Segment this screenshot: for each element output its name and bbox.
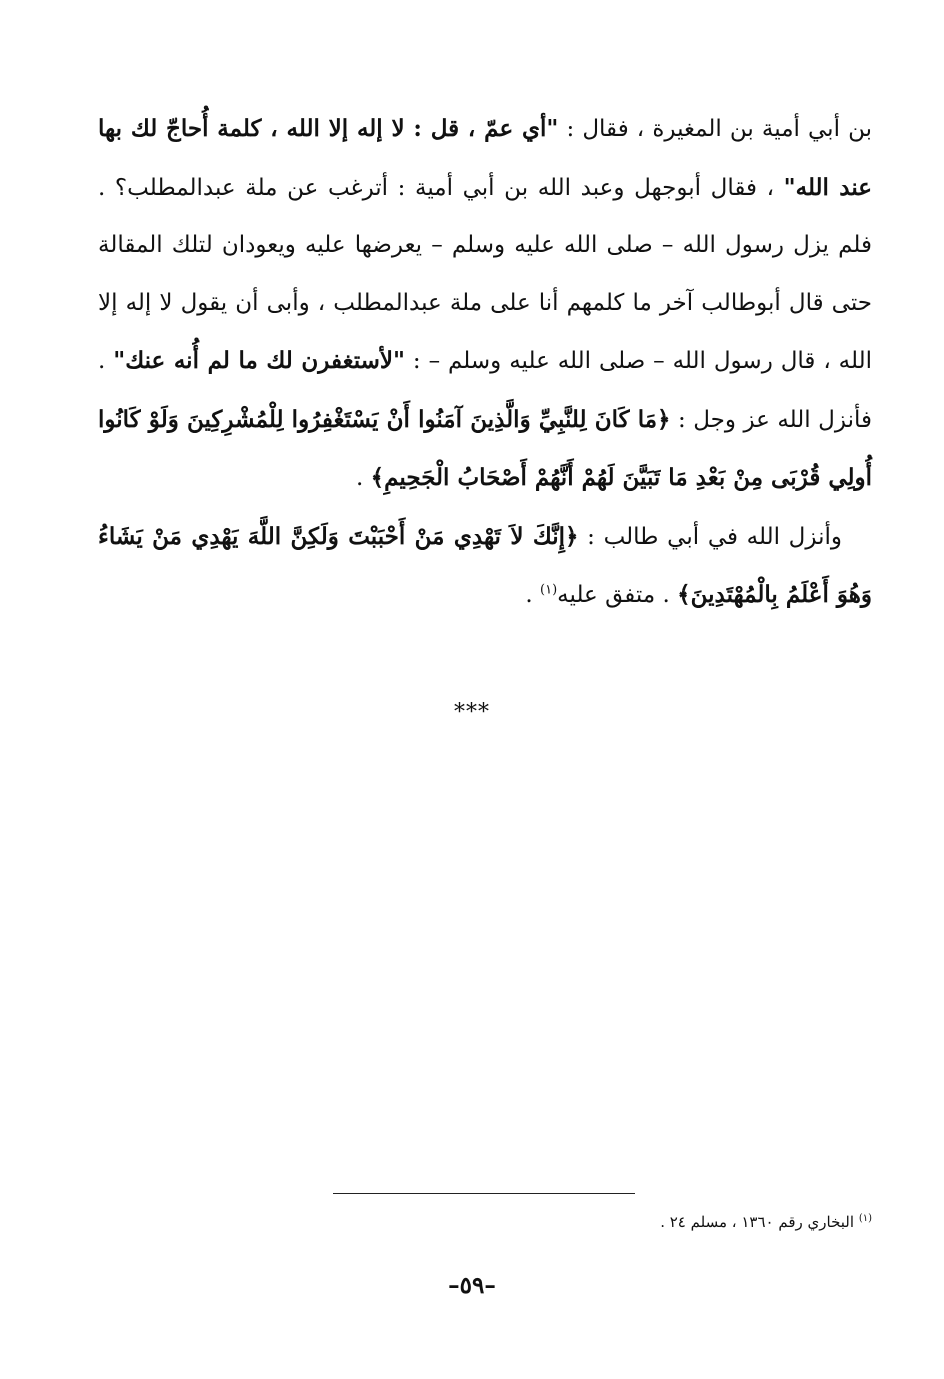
page-number: –٥٩– xyxy=(448,1272,496,1299)
text-segment: . متفق عليه xyxy=(557,582,678,608)
quoted-text: "أي عمّ ، قل : لا إله إلا الله ، كلمة أُحاجّ لك بها عند الله" xyxy=(98,115,872,201)
footnote-rule xyxy=(333,1193,635,1194)
text-segment: ، فقال أبوجهل وعبد الله بن أبي أمية : أترغب عن ملة عبدالمطلب؟ . فلم يزل رسول الله – صلى الله عليه وسلم – يعرضها عليه ويعودان لتلك المقالة حتى قال أبوطالب آخر ما كلمهم أنا على ملة عبدالمطلب ، وأبى أن يقول لا إله إلا الله ، قال رسول الله – صلى الله عليه وسلم – : xyxy=(98,174,872,374)
main-text xyxy=(98,100,872,625)
quoted-text: ﴿مَا كَانَ لِلنَّبِيِّ وَالَّذِينَ آمَنُوا أَنْ يَسْتَغْفِرُوا لِلْمُشْرِكِينَ وَلَوْ كَانُوا أُولِي قُرْبَى مِنْ بَعْدِ مَا تَبَيَّنَ لَهُمْ أَنَّهُمْ أَصْحَابُ الْجَحِيمِ﴾ xyxy=(98,405,872,491)
footnote-marker: (١) xyxy=(858,1213,872,1224)
paragraph xyxy=(98,100,872,508)
footnote xyxy=(372,1210,872,1234)
text-segment: . فأنزل الله عز وجل : xyxy=(98,348,872,433)
quoted-text: ﴿إِنَّكَ لاَ تَهْدِي مَنْ أَحْبَبْتَ وَلَكِنَّ اللَّهَ يَهْدِي مَنْ يَشَاءُ وَهُوَ أَعْلَمُ بِالْمُهْتَدِينَ﴾ xyxy=(98,522,872,608)
text-segment: وأنزل الله في أبي طالب : xyxy=(578,523,842,550)
text-segment: بن أبي أمية بن المغيرة ، فقال : xyxy=(558,116,872,142)
paragraph xyxy=(98,508,872,625)
section-separator: *** xyxy=(454,700,490,725)
text-segment: . xyxy=(356,465,371,491)
footnote-text: البخاري رقم ١٣٦٠ ، مسلم ٢٤ . xyxy=(660,1213,859,1231)
quoted-text: "لأستغفرن لك ما لم أُنه عنك" xyxy=(113,347,406,374)
footnote-reference: (١) xyxy=(540,582,558,598)
text-segment: . xyxy=(525,582,541,608)
